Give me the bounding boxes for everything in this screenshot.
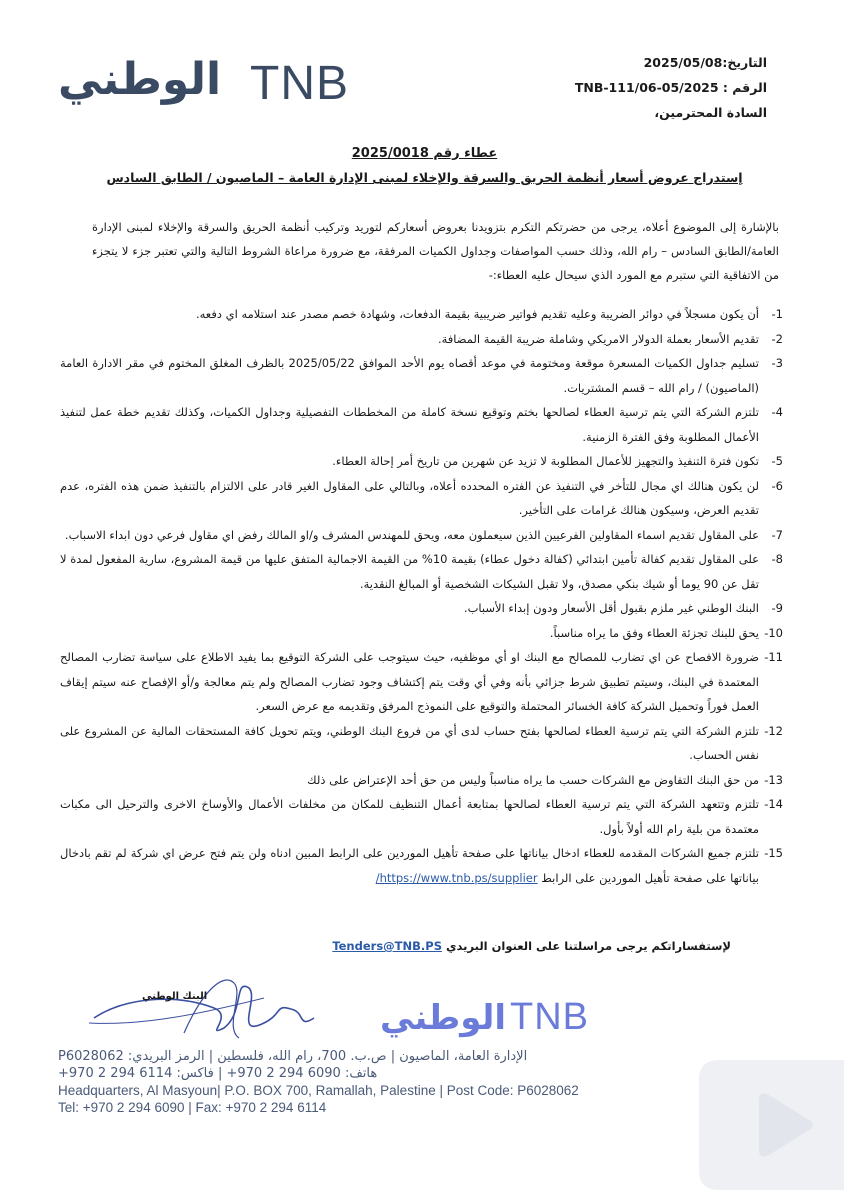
term-text: تلتزم الشركة التي يتم ترسية العطاء لصالحها بفتح حساب لدى أي من فروع البنك الوطني، ويتم تحويل كافة المستحقات المالية عن المشروع على نفس الحساب. xyxy=(60,723,759,762)
bank-logo xyxy=(58,52,349,112)
footer-arabic-phone: هاتف: 6090 294 2 970+ | فاكس: 6114 294 2 970+ xyxy=(58,1066,378,1081)
term-text: على المقاول تقديم كفالة تأمين ابتدائي (كفالة دخول عطاء) بقيمة 10% من القيمة الاجمالية المتفق عليها من قيمة المشروع، سارية المفعول لمدة لا تقل عن 90 يوما أو شيك بنكي مصدق، ولا تقبل الشيكات الشخصية أو المبالغ النقدية. xyxy=(60,552,759,591)
term-text: على المقاول تقديم اسماء المقاولين الفرعيين الذين سيعملون معه، ويحق للمهندس المشرف و/او المالك رفض اي مقاول فرعي دون ابداء الاسباب. xyxy=(64,527,759,542)
term-text: البنك الوطني غير ملزم بقبول أقل الأسعار ودون إبداء الأسباب. xyxy=(463,601,759,615)
term-item xyxy=(60,645,783,719)
term-item xyxy=(60,302,783,327)
signature-scribble xyxy=(84,968,324,1048)
term-item xyxy=(60,449,783,474)
term-number: 11- xyxy=(764,650,783,664)
term-number: 8- xyxy=(771,552,783,566)
term-number: 5- xyxy=(771,454,783,468)
term-item xyxy=(60,621,783,646)
tenders-email-link[interactable]: Tenders@TNB.PS xyxy=(332,939,442,953)
term-number: 14- xyxy=(764,797,783,811)
intro-paragraph: بالإشارة إلى الموضوع أعلاه، يرجى من حضرتكم التكرم بتزويدنا بعروض أسعاركم لتوريد وتركيب أنظمة الحريق والسرقة والإخلاء لمبنى الإدارة العامة/الطابق السادس – رام الله، وذلك حسب المواصفات وجداول الكميات المرفقة، مع ضرورة مراعاة الشروط التالية والتي تعتبر جزء لا يتجزء من الاتفاقية التي ستبرم مع المورد الذي سيحال عليه العطاء:- xyxy=(92,220,779,282)
footer-english-phone: Tel: +970 2 294 6090 | Fax: +970 2 294 6114 xyxy=(58,1100,327,1115)
logo-english: TNB xyxy=(510,996,589,1038)
tender-number-title: عطاء رقم 2025/0018 xyxy=(351,146,498,161)
term-text: تكون فترة التنفيذ والتجهيز للأعمال المطلوبة لا تزيد عن شهرين من تاريخ أمر إحالة العطاء. xyxy=(332,454,759,468)
term-number: 1- xyxy=(771,307,783,321)
salutation: السادة المحترمين، xyxy=(654,105,767,120)
decorative-play-shape-icon xyxy=(679,1040,849,1200)
term-text: تلتزم جميع الشركات المقدمه للعطاء ادخال بياناتها على صفحة تأهيل الموردين على الرابط المبين ادناه ولن يتم فتح عرض اي شركة لم تقم بادخال بياناتها على صفحة تأهيل الموردين على الرابط xyxy=(60,846,759,885)
term-number: 9- xyxy=(771,601,783,615)
term-item xyxy=(60,327,783,352)
term-text: يحق للبنك تجزئة العطاء وفق ما يراه مناسباً. xyxy=(549,625,759,640)
term-text: ضرورة الافصاح عن اي تضارب للمصالح مع البنك او أي موظفيه، حيث سيتوجب على الشركة التوقيع بما يفيد الاطلاع على سياسة تضارب المصالح المعتمدة في البنك، وسيتم تطبيق شرط جزائي بأنه وفي أي وقت يتم إكتشاف وجود تضارب المصالح ولم يتم معالجة و/أو الإفصاح عنه سيتم إيقاف العمل فوراً وتحميل الشركة كافة الخسائر المحتملة والتوقيع على النموذج المرفق وتقديمه مع عرض السعر. xyxy=(60,650,759,713)
footer-english-address: Headquarters, Al Masyoun| P.O. BOX 700, Ramallah, Palestine | Post Code: P6028062 xyxy=(58,1083,579,1098)
term-text: تلتزم وتتعهد الشركة التي يتم ترسية العطاء لصالحها بمتابعة أعمال التنظيف للمكان من مخلفات الأعمال والأوساخ الاخرى والترحيل الى مكبات معتمدة من بلية رام الله أولاً بأول. xyxy=(60,797,759,836)
term-text: تسليم جداول الكميات المسعرة موقعة ومختومة في موعد أقصاه يوم الأحد الموافق 2025/05/22 بالظرف المغلق المختوم في مقر الادارة العامة (الماصيون) / رام الله – قسم المشتريات. xyxy=(60,356,759,395)
term-number: 6- xyxy=(771,478,783,493)
term-item xyxy=(60,841,783,890)
term-text: لن يكون هنالك اي مجال للتأخر في التنفيذ عن الفتره المحدده أعلاه، وبالتالي على المقاول الغير قادر على الالتزام بالتنفيذ ضمن هذه الفتره، عدم تقديم العرض، وسيكون هنالك غرامات على التأخير. xyxy=(60,478,759,517)
supplier-portal-link[interactable]: https://www.tnb.ps/supplier/ xyxy=(375,870,538,885)
term-number: 4- xyxy=(771,405,783,419)
term-text: تقديم الأسعار بعملة الدولار الامريكي وشاملة ضريبة القيمة المضافة. xyxy=(437,331,759,346)
tender-subject-title: إستدراج عروض أسعار أنظمة الحريق والسرقة والإخلاء لمبنى الإدارة العامة – الماصيون / الطابق السادس xyxy=(106,170,743,185)
term-item xyxy=(60,474,783,523)
term-item xyxy=(60,400,783,449)
date-line xyxy=(575,50,767,75)
term-number: 2- xyxy=(771,331,783,346)
date-value: 2025/05/08 xyxy=(643,55,723,70)
term-number: 7- xyxy=(771,527,783,542)
term-number: 13- xyxy=(764,772,783,787)
contact-line xyxy=(0,939,731,953)
term-item xyxy=(60,596,783,621)
term-item xyxy=(60,792,783,841)
term-text: من حق البنك التفاوض مع الشركات حسب ما يراه مناسباً وليس من حق أحد الإعتراض على ذلك xyxy=(307,772,759,787)
reference-line xyxy=(575,75,767,100)
letter-meta xyxy=(575,50,767,125)
term-item xyxy=(60,768,783,793)
term-number: 3- xyxy=(771,356,783,370)
date-label: التاريخ: xyxy=(722,55,767,70)
term-number: 10- xyxy=(764,625,783,640)
term-item xyxy=(60,351,783,400)
term-number: 15- xyxy=(764,846,783,860)
term-item xyxy=(60,719,783,768)
logo-arabic: الوطني xyxy=(380,998,507,1038)
footer-address xyxy=(58,1048,678,1116)
contact-text: لإستفساراتكم يرجى مراسلتنا على العنوان البريدي xyxy=(446,939,731,953)
footer-arabic-address: الإدارة العامة، الماصيون | ص.ب. 700، رام الله، فلسطين | الرمز البريدي: P6028062 xyxy=(58,1049,528,1064)
logo-english: TNB xyxy=(250,57,349,110)
term-item xyxy=(60,523,783,548)
reference-value: TNB-111/06-05/2025 xyxy=(574,80,719,95)
term-text: أن يكون مسجلاً في دوائر الضريبة وعليه تقديم فواتير ضريبية بقيمة الدفعات، وشهادة خصم مصدر عند استلامه اي دفعه. xyxy=(195,307,759,321)
terms-list xyxy=(60,302,783,890)
reference-label: الرقم : xyxy=(722,80,767,95)
term-item xyxy=(60,547,783,596)
term-text: تلتزم الشركة التي يتم ترسية العطاء لصالحها بختم وتوقيع نسخة كاملة من المخططات التفصيلية وجداول الكميات، وكذلك تقديم خطة عمل لتنفيذ الأعمال المطلوبة وفق الفترة الزمنية. xyxy=(60,405,759,444)
bank-logo-footer xyxy=(380,996,610,1044)
term-number: 12- xyxy=(764,723,783,738)
logo-arabic: الوطني xyxy=(58,54,222,105)
signature-label: البنك الوطني xyxy=(142,991,208,1002)
